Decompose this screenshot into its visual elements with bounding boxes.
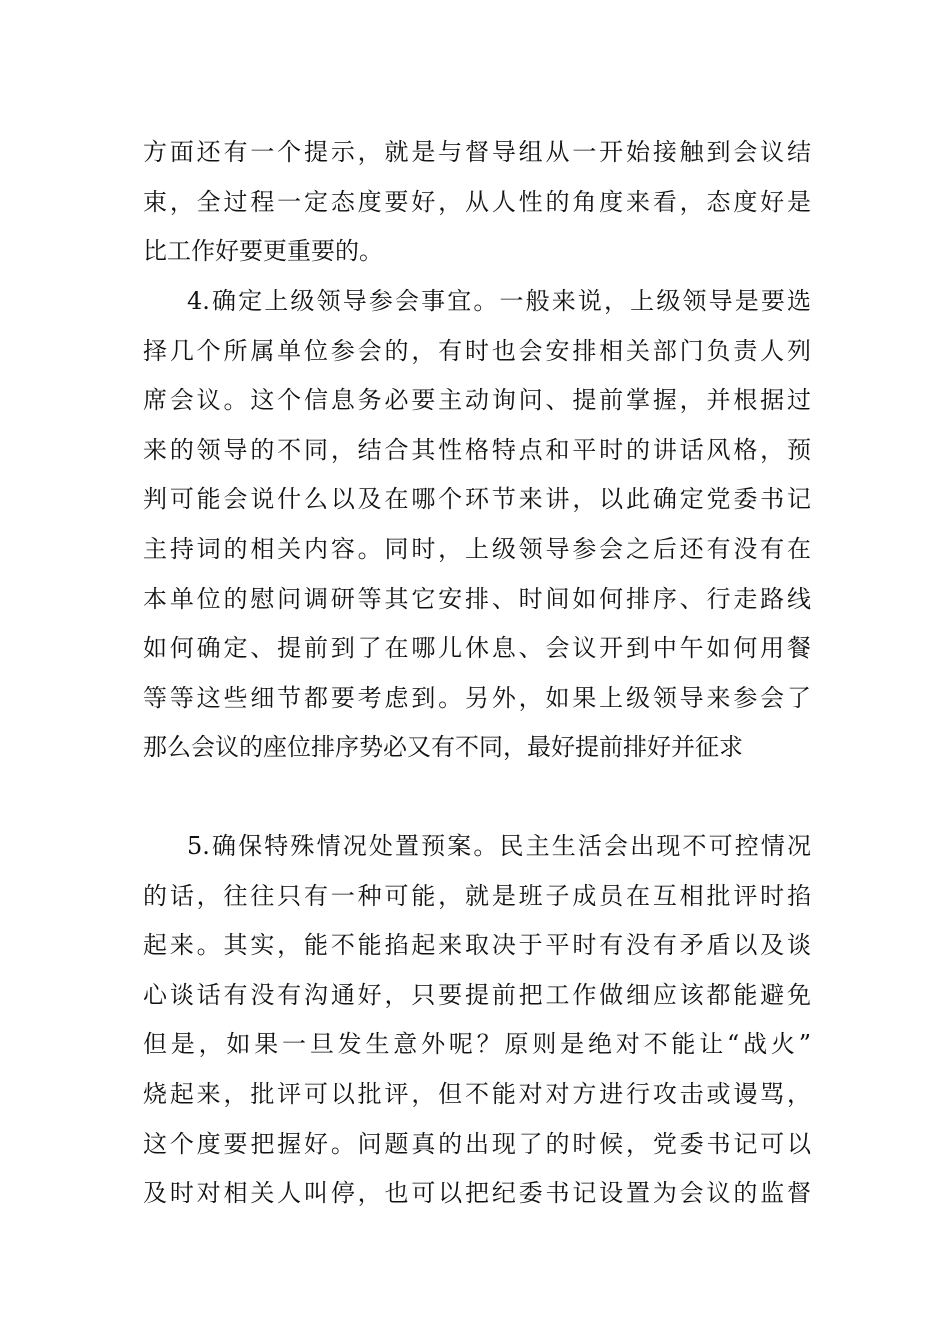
paragraph-3 — [143, 822, 811, 1219]
text-line: 席会议。这个信息务必要主动询问、提前掌握，并根据过 — [143, 386, 811, 415]
text-line: 比工作好要更重要的。 — [143, 237, 383, 266]
paragraph-1 — [143, 128, 811, 277]
text-line: 本单位的慰问调研等其它安排、时间如何排序、行走路线 — [143, 584, 811, 613]
text-line: 但是，如果一旦发生意外呢？原则是绝对不能让“战火” — [143, 1030, 811, 1059]
text-line: 等等这些细节都要考虑到。另外，如果上级领导来参会了 — [143, 683, 811, 712]
text-line: 5.确保特殊情况处置预案。民主生活会出现不可控情况 — [187, 832, 811, 860]
text-line: 这个度要把握好。问题真的出现了的时候，党委书记可以 — [143, 1129, 811, 1158]
text-line: 心谈话有没有沟通好，只要提前把工作做细应该都能避免 — [143, 980, 811, 1009]
text-line: 束，全过程一定态度要好，从人性的角度来看，态度好是 — [143, 187, 811, 216]
text-line: 4.确定上级领导参会事宜。一般来说，上级领导是要选 — [187, 287, 811, 315]
text-line: 来的领导的不同，结合其性格特点和平时的讲话风格，预 — [143, 435, 811, 464]
text-line: 及时对相关人叫停，也可以把纪委书记设置为会议的监督 — [143, 1179, 811, 1208]
text-line: 那么会议的座位排序势必又有不同，最好提前排好并征求 — [143, 733, 743, 762]
text-line: 烧起来，批评可以批评，但不能对对方进行攻击或谩骂， — [143, 1079, 811, 1108]
text-line: 的话，往往只有一种可能，就是班子成员在互相批评时掐 — [143, 881, 811, 910]
text-line: 择几个所属单位参会的，有时也会安排相关部门负责人列 — [143, 336, 811, 365]
text-line: 主持词的相关内容。同时，上级领导参会之后还有没有在 — [143, 534, 811, 563]
text-line: 如何确定、提前到了在哪儿休息、会议开到中午如何用餐 — [143, 634, 811, 663]
text-line: 起来。其实，能不能掐起来取决于平时有没有矛盾以及谈 — [143, 931, 811, 960]
paragraph-2 — [143, 277, 811, 773]
text-line: 方面还有一个提示，就是与督导组从一开始接触到会议结 — [143, 138, 811, 166]
text-line: 判可能会说什么以及在哪个环节来讲，以此确定党委书记 — [143, 485, 811, 514]
